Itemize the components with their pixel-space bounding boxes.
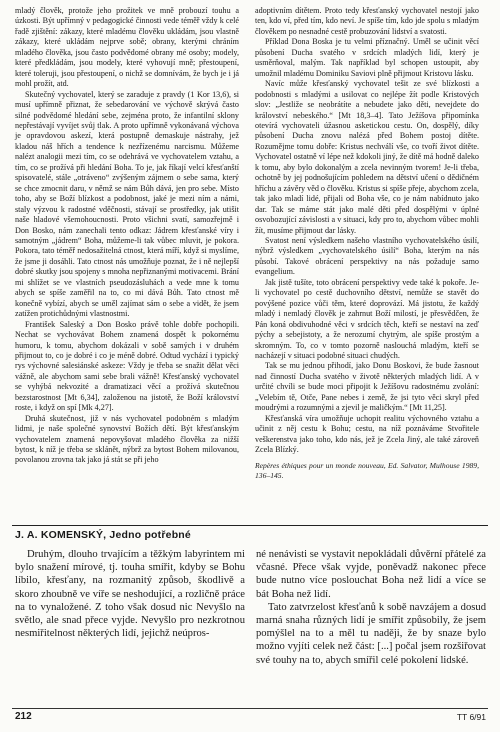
article-paragraph: Příklad Dona Boska je tu velmi příznačný. Uměl se učinit věcí působení Ducha svatého v srdcích mladých lidí, který je usměrňoval, malým. Tak například byl schopen ustoupit, aby umožnil mladému Dominiku Saviovi plně přijmout Kristovu lásku. [255, 37, 479, 78]
article-paragraph: Skutečný vychovatel, který se zaraduje z pravdy (1 Kor 13,6), si musí upřímně přiznat, že sebedarování ve výchově skrývá často silné podvědomé hledání sebe, zejména proto, že infantilní sklony nepřestávají vyvíjet svůj tlak. A proto upřímně vykonávaná výchova je opravdovou askezí, která postupně demaskuje nástrahy, jež kladou náš hřích a tendence k nezřízenému narcismu. Můžeme nalézt analogii mezi tím, co se odehrává ve vychovatelem vztahu, a tím, co se prožívá při hledání Boha. To je, jak říkají velcí křesťanští spisovatelé, stále „otráveno“ zvýšeným zájmem o sebe sama, který se chce zmocnit daru, v němž se nám Bůh dává, jen pro sebe. Místo toho, aby se Boží blízkost a podobnost, jaké je mezi ním a námi, staly výzvou k radostné vděčnosti, stávají se prostředky, jak utišit naše hladové všemohoucnosti. Proto všichni svatí, samozřejmě i Don Bosko, nám zanechali tento odkaz: Jádrem křesťanské víry i samotným „jádrem“ Boha, můžeme-li tak vůbec mluvit, je pokora. Pokora, tato téměř nedosažitelná ctnost, která míří, když si myslíme, že jsme ji dosáhli. Tato ctnost nás umožňuje poznat, že i ně nejlepší dobré skutky jsou spojeny s mnoha nepřiznanými motivacemi. Brání mi shlížet se ve vlastních pseudozásluhách a vede mne k tomu abych se spíše zaměřil na to, co mi dává Bůh. Tato ctnost mě konečně vybízí, abych se uměl zajímat sám o sebe a vidět, že jsem zatížen protichůdnými vlastnostmi. [15, 89, 239, 319]
article-paragraph: Křesťanská víra umožňuje uchopit realitu výchovného vztahu a učinit z něj cestu k Bohu; cestu, na níž poznáváme Stvořitele veškerenstva jako toho, kdo nás, jež je Zcela Jiný, ale také zároveň Zcela Blízký. [255, 413, 479, 455]
section-paragraph: Tato zatvrzelost křesťanů k sobě navzájem a dosud marná snaha různých lidí je smířit způsobily, že jsem pomýšlel na to a měl tu naději, že by snaze bylo možno vyjíti celek než část: [...] počal jsem rozšiřovat své touhy na to, abych smířil celé pokolení lidské. [256, 601, 486, 666]
section-left-column [15, 548, 245, 640]
section-heading: J. A. KOMENSKÝ, Jedno potřebné [15, 529, 191, 541]
article-right-column [255, 6, 479, 481]
page-number: 212 [15, 711, 32, 722]
section-divider [12, 525, 488, 526]
section-right-column [256, 548, 486, 667]
article-paragraph: Navíc může křesťanský vychovatel tešit ze své blízkosti a podobnosti s mladými a usilovat co nejlépe žít podle Kristových slov: „Jestliže se neobrátíte a nebudete jako děti, nevejdete do království nebeského.“ [Mt 18,3–4]. Tato Ježíšova připomínka otevírá vychovateli úžasnou asketickou cestu. On, dospělý, díky působení Ducha znovu nalézá před Bohem postoj dítěte. Rozumějme tomu dobře: Kristus nechválí vše, co tvoří život dítěte. Vychovatel ostatně ví lépe než kdokoli jiný, že dítě má hodně daleko k tomu, aby bylo dokonalým a zcela nevinným tvorem! Je-li třeba, ochotně by jej podnošujícím pohledem na dětství učení o dědičném hříchu a závěry věd o člověku. Kristus si spíše přeje, abychom zcela, tak jako mladí lidé, přijali od Boha vše, co je nám nabídnuto jako dar. Tak se máme stát jako malé děti před dospělými v úplné osvobozující závislosti a v situaci, kdy pro to, abychom vůbec mohli žít, musíme přijmout dar lásky. [255, 79, 479, 235]
article-paragraph: mladý člověk, protože jeho prožitek ve mně probouzí touhu a úzkosti. Být upřímný v pedagogické činnosti vede téměř vždy k celé řadě zjištění: zákazy, které mladému člověku ukládám, jsou vlastně zákazy, které ukládám nejprve sobě; obrany, kterými chráním mladého člověka, jsou často podvědomé obrany mé osoby; modely, které předkládám, jsou modely, které vyhovují mně; přestoupení, které toleruji, jsou přestoupení, o nichž se domnívám, že bych je i já mohl prožít, atd. [15, 6, 239, 89]
footer-divider [12, 708, 488, 709]
article-paragraph: Svatost není výsledkem našeho vlastního vychovatelského úsilí, nýbrž výsledkem „vychovatelského úsilí“ Boha, kterým na nás působí. Takové obrácení perspektivy na nás požaduje samo evangelium. [255, 235, 479, 277]
article-paragraph: Druhá skutečnost, již v nás vychovatel podobném s mladým lidmi, je naše společné synovství Božích dětí. Být křesťanským vychovatelem znamená nepovyšovat mladého člověka za nižší bytost, k níž je třeba se sklánět, nýbrž za bytost Bohem milovanou, povolanou zrovna tak jako já stát se při jeho [15, 413, 239, 465]
journal-reference: TT 6/91 [456, 712, 486, 722]
article-paragraph: Tak se mu jednou přihodí, jako Donu Boskovi, že bude žasnout nad činností Ducha svatého v životě některých mladých lidí. A v určité chvíli se bude moci připojit k Ježíšovu radostnému zvolání: „Velebím tě, Otče, Pane nebes i země, že jsi tyto věci skryl před moudrými a rozumnými a zjevil je maličkým.“ [Mt 11,25]. [255, 361, 479, 413]
article-paragraph: František Saleský a Don Bosko právě tohle dobře pochopili. Nechat se vychovávat Bohem znamená dospět k pokornému humoru, k tomu, abychom dokázali v sobě samých i v druhém přijmout to, co je dobré i co je méně dobré. Odtud vychází i typický rys výchovné salesiánské askeze: Vždy je třeba se snažit dělat věci vážně, ale abychom sami sebe brali vážně! Křesťanský vychovatel se vyhýbá nekvozité a dramatizaci věcí a prožívá skutečnou bezstarostnost [Mt 6,34], založenou na jistotě, že Boží království roste, i když on spí [Mk 4,27]. [15, 319, 239, 413]
section-paragraph: né nenávisti se vystavit nepokládali důvěrní přátelé za včasné. Přece však vyjde, poněvadž nakonec přece bude nutno více poslouchat Boha než lidí a více se bát Boha než lidí. [256, 549, 486, 600]
article-paragraph: adoptivním dítětem. Proto tedy křesťanský vychovatel nestojí jako ten, kdo ví, před tím, kdo neví. Je spíše tím, kdo jde spolu s mladým člověkem po nesnadné cestě probuzování lidství a svatosti. [255, 6, 479, 36]
article-left-column [15, 6, 239, 466]
source-citation: Repères éthiques pour un monde nouveau, Ed. Salvator, Mulhouse 1989, 136–145. [255, 461, 479, 481]
section-paragraph: Druhým, dlouho trvajícím a těžkým labyrintem mi bylo snažení mírové, tj. touha smířit, kdyby se Bohu líbilo, křesťany, na rozmanitý způsob, škodlivě a skoro zhoubně ve víře se neshodující, a rozličně práce na to vynaložené. Z toho však dosud nic Nevyšlo na světlo, ale snad přece vyjde. Nevyšlo pro nezkrotnou nesmiřitelnost některých lidí, jejichž neúpros- [15, 549, 245, 640]
article-paragraph: Jak jistě tušíte, toto obrácení perspektivy vede také k pokoře. Je-li vychovatel po cestě duchovního dětství, nemůže se stavět do povýšené pozice vůči těm, které doprovází. Má jistotu, že každý mladý i nemladý člověk je zahrnut Boží milostí, je přesvědčen, že Pán koná obdivuhodné věci v srdcích těch, kteří se nestaví na zeď pýchy a sebejistoty, a že nerozumí chytrým, ale spíše prostým a skromným. To, co v tomto pozorně naslouchá mladým, kteří se nacházejí v situaci podobné situaci chudých. [255, 277, 479, 360]
